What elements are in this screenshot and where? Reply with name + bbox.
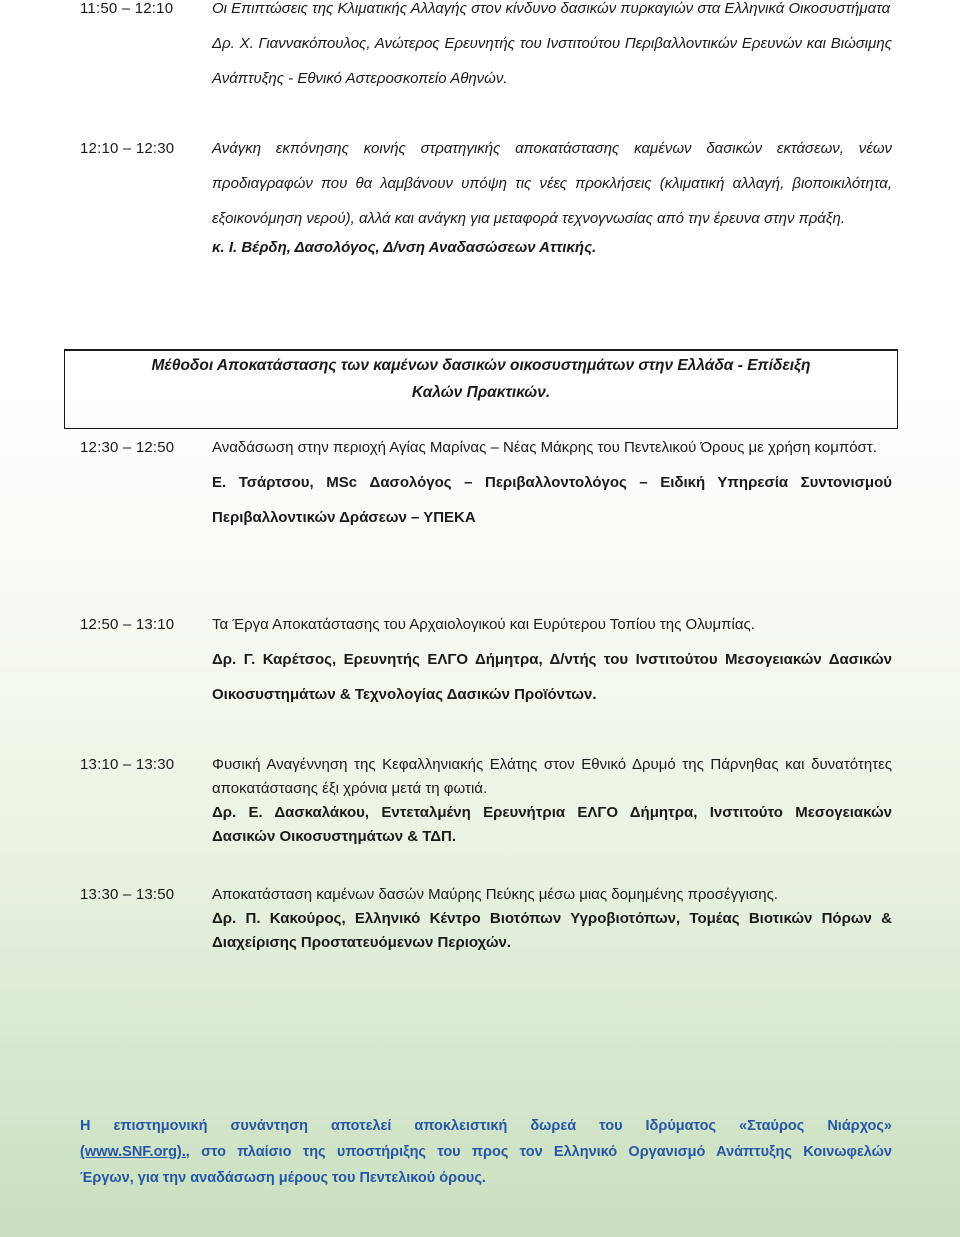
session-speaker: Δρ. Ε. Δασκαλάκου, Εντεταλμένη Ερευνήτρια ΕΛΓΟ Δήμητρα, Ινστιτούτο Μεσογειακών Δασικών Οικοσυστημάτων & ΤΔΠ. [212, 804, 892, 845]
session-row [80, 131, 892, 260]
session-body [212, 430, 892, 535]
session-time: 13:10 – 13:30 [80, 756, 175, 773]
section-heading: Μέθοδοι Αποκατάστασης των καμένων δασικών οικοσυστημάτων στην Ελλάδα - Επίδειξη Καλών Πρακτικών. [151, 357, 811, 401]
session-row [80, 430, 892, 535]
session-time: 11:50 – 12:10 [80, 0, 174, 17]
session-speaker: Δρ. Π. Κακούρος, Ελληνικό Κέντρο Βιοτόπων Υγροβιοτόπων, Τομέας Βιοτικών Πόρων & Διαχείρισης Προστατευόμενων Περιοχών. [212, 910, 892, 951]
snf-link[interactable]: (www.SNF.org). [80, 1144, 186, 1160]
session-title: Τα Έργα Αποκατάστασης του Αρχαιολογικού και Ευρύτερου Τοπίου της Ολυμπίας. [212, 616, 755, 633]
session-title: Ανάγκη εκπόνησης κοινής στρατηγικής αποκατάστασης καμένων δασικών εκτάσεων, νέων προδιαγραφών που θα λαμβάνουν υπόψη τις νέες προκλήσεις (κλιματική αλλαγή, βιοποικιλότητα, εξοικονόμηση νερού), αλλά και ανάγκη για μεταφορά τεχνογνωσίας από την έρευνα στην πράξη. [212, 140, 892, 227]
session-title: Φυσική Αναγέννηση της Κεφαλληνιακής Ελάτης στον Εθνικό Δρυμό της Πάρνηθας και δυνατότητες αποκατάστασης έξι χρόνια μετά τη φωτιά. [212, 756, 892, 797]
session-speaker: κ. Ι. Βέρδη, Δασολόγος, Δ/νση Αναδασώσεων Αττικής. [212, 239, 597, 256]
session-title: Αναδάσωση στην περιοχή Αγίας Μαρίνας – Νέας Μάκρης του Πεντελικού Όρους με χρήση κομπόστ. [212, 439, 877, 456]
sponsor-note-line: Η επιστημονική συνάντηση αποτελεί αποκλειστική δωρεά του Ιδρύματος «Σταύρος Νιάρχος» [80, 1118, 892, 1134]
session-title: Οι Επιπτώσεις της Κλιματικής Αλλαγής στον κίνδυνο δασικών πυρκαγιών στα Ελληνικά Οικοσυστήματα [212, 0, 891, 17]
session-time: 12:30 – 12:50 [80, 439, 175, 456]
session-speaker: Δρ. Γ. Καρέτσος, Ερευνητής ΕΛΓΟ Δήμητρα, Δ/ντής του Ινστιτούτου Μεσογειακών Δασικών Οικοσυστημάτων & Τεχνολογίας Δασικών Προϊόντων. [212, 651, 892, 703]
session-row [80, 883, 892, 955]
session-time: 13:30 – 13:50 [80, 886, 175, 903]
sponsor-note-line [80, 1139, 892, 1165]
session-row [80, 753, 892, 849]
sponsor-note-text: , στο πλαίσιο της υποστήριξης του προς τον Ελληνικό Οργανισμό Ανάπτυξης Κοινωφελών [185, 1144, 892, 1160]
session-body [212, 753, 892, 849]
session-body [212, 0, 892, 96]
session-body [212, 607, 892, 712]
session-row [80, 0, 892, 96]
session-title: Αποκατάσταση καμένων δασών Μαύρης Πεύκης μέσω μιας δομημένης προσέγγισης. [212, 886, 778, 903]
sponsor-note [80, 1113, 892, 1191]
sponsor-note-line: Έργων, για την αναδάσωση μέρους του Πεντελικού όρους. [80, 1170, 486, 1186]
session-body [212, 131, 892, 260]
session-time: 12:10 – 12:30 [80, 140, 175, 157]
section-heading-box [64, 349, 898, 429]
session-speaker: Δρ. Χ. Γιαννακόπουλος, Ανώτερος Ερευνητής του Ινστιτούτου Περιβαλλοντικών Ερευνών και Βιώσιμης Ανάπτυξης - Εθνικό Αστεροσκοπείο Αθηνών. [212, 35, 892, 87]
session-time: 12:50 – 13:10 [80, 616, 175, 633]
session-body [212, 883, 892, 955]
session-speaker: Ε. Τσάρτσου, MSc Δασολόγος – Περιβαλλοντολόγος – Ειδική Υπηρεσία Συντονισμού Περιβαλλοντικών Δράσεων – ΥΠΕΚΑ [212, 474, 892, 526]
session-row [80, 607, 892, 712]
